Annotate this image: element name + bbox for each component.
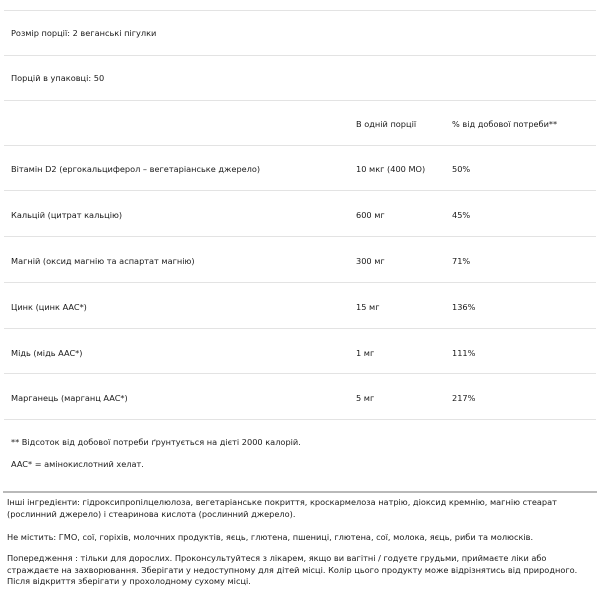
nutrient-name: Цинк (цинк AAC*): [11, 302, 87, 312]
other-ingredients: Інші інгредієнти: гідроксипропілцелюлоза, вегетаріанське покриття, кроскармелоза натрію, діоксид кремнію, магнію стеарат (рослинний джерело) і стеаринова кислота (рослинний джерело).: [7, 497, 557, 519]
warning: Попередження : тільки для дорослих. Проконсультуйтеся з лікарем, якщо ви вагітні / годуєте грудьми, приймаєте ліки або страждаєте на захворювання. Зберігати у недоступному для дітей місці. Колір цього продукту може відрізнятись від природного. Після відкриття зберігати у прохолодному сухому місці.: [7, 553, 578, 586]
divider: [4, 145, 596, 146]
nutrient-daily-value: 71%: [452, 256, 471, 266]
header-daily-value: % від добової потреби**: [452, 119, 558, 129]
nutrient-daily-value: 111%: [452, 348, 476, 358]
nutrient-name: Мідь (мідь AAC*): [11, 348, 83, 358]
divider: [4, 55, 596, 56]
nutrient-amount: 10 мкг (400 МО): [356, 164, 426, 174]
nutrient-amount: 5 мг: [356, 393, 375, 403]
divider: [4, 236, 596, 237]
divider: [4, 10, 596, 11]
servings-per-container: Порцій в упаковці: 50: [11, 73, 105, 83]
section-divider: [3, 491, 597, 493]
divider: [4, 282, 596, 283]
nutrient-daily-value: 50%: [452, 164, 471, 174]
nutrient-amount: 300 мг: [356, 256, 385, 266]
nutrient-name: Вітамін D2 (ергокальциферол – вегетаріанське джерело): [11, 164, 261, 174]
nutrient-daily-value: 136%: [452, 302, 476, 312]
nutrient-daily-value: 45%: [452, 210, 471, 220]
nutrient-amount: 1 мг: [356, 348, 375, 358]
nutrient-amount: 15 мг: [356, 302, 380, 312]
divider: [4, 373, 596, 374]
divider: [4, 419, 596, 420]
divider: [4, 100, 596, 101]
divider: [4, 328, 596, 329]
serving-size: Розмір порції: 2 веганські пігулки: [11, 28, 157, 38]
header-amount-per-serving: В одній порції: [356, 119, 417, 129]
divider: [4, 190, 596, 191]
daily-value-footnote: ** Відсоток від добової потреби ґрунтується на дієті 2000 калорій.: [11, 437, 301, 447]
nutrient-daily-value: 217%: [452, 393, 476, 403]
nutrient-name: Марганець (марганц AAC*): [11, 393, 128, 403]
aac-footnote: AAC* = амінокислотний хелат.: [11, 459, 144, 469]
nutrient-amount: 600 мг: [356, 210, 385, 220]
does-not-contain: Не містить: ГМО, сої, горіхів, молочних продуктів, яєць, глютена, пшениці, глютена, сої, молока, яєць, риби та молюсків.: [7, 532, 534, 542]
nutrient-name: Кальцій (цитрат кальцію): [11, 210, 123, 220]
nutrient-name: Магній (оксид магнію та аспартат магнію): [11, 256, 195, 266]
